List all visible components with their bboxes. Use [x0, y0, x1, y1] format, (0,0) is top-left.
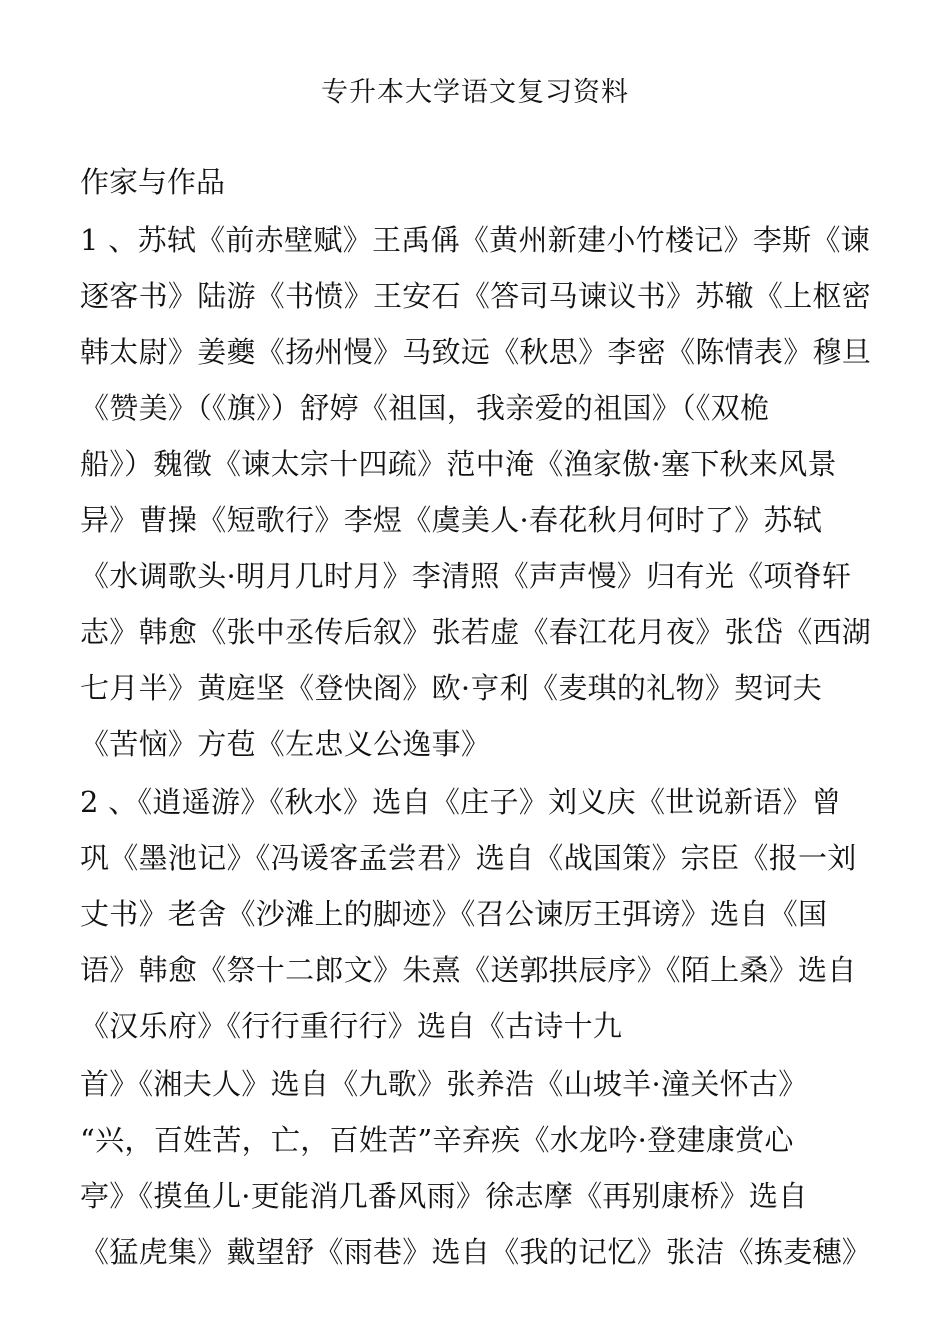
text-line: 巩《墨池记》《冯谖客孟尝君》选自《战国策》宗臣《报一刘: [80, 841, 857, 875]
text-line: 亭》《摸鱼儿·更能消几番风雨》徐志摩《再别康桥》选自: [80, 1179, 808, 1213]
text-line: 七月半》黄庭坚《登快阁》欧·亨利《麦琪的礼物》契诃夫: [80, 671, 823, 705]
text-line: 《猛虎集》戴望舒《雨巷》选自《我的记忆》张洁《拣麦穗》: [80, 1235, 872, 1269]
text-line: 2 、《逍遥游》《秋水》选自《庄子》刘义庆《世说新语》曾: [80, 785, 842, 819]
text-line: “兴，百姓苦，亡，百姓苦”辛弃疾《水龙吟·登建康赏心: [80, 1123, 794, 1157]
text-line: 《汉乐府》《行行重行行》选自《古诗十九: [80, 1009, 623, 1043]
text-line: 《水调歌头·明月几时月》李清照《声声慢》归有光《项脊轩: [80, 559, 852, 593]
section-heading: 作家与作品: [80, 165, 226, 199]
text-line: 逐客书》陆游《书愤》王安石《答司马谏议书》苏辙《上枢密: [80, 279, 872, 313]
text-line: 志》韩愈《张中丞传后叙》张若虚《春江花月夜》张岱《西湖: [80, 615, 872, 649]
text-line: 船》）魏徵《谏太宗十四疏》范中淹《渔家傲·塞下秋来风景: [80, 447, 837, 481]
text-line: 1 、苏轼《前赤壁赋》王禹偁《黄州新建小竹楼记》李斯《谏: [80, 223, 871, 257]
text-line: 《赞美》（《旗》）舒婷《祖国，我亲爱的祖国》（《双桅: [80, 391, 770, 425]
text-line: 语》韩愈《祭十二郎文》朱熹《送郭拱辰序》《陌上桑》选自: [80, 953, 857, 987]
text-line: 《苦恼》方苞《左忠义公逸事》: [80, 727, 491, 761]
text-line: 丈书》老舍《沙滩上的脚迹》《召公谏厉王弭谤》选自《国: [80, 897, 828, 931]
text-line: 异》曹操《短歌行》李煜《虞美人·春花秋月何时了》苏轼: [80, 503, 823, 537]
page-title: 专升本大学语文复习资料: [321, 77, 629, 108]
text-line: 首》《湘夫人》选自《九歌》张养浩《山坡羊·潼关怀古》: [80, 1067, 808, 1101]
text-line: 韩太尉》姜夔《扬州慢》马致远《秋思》李密《陈情表》穆旦: [80, 335, 872, 369]
